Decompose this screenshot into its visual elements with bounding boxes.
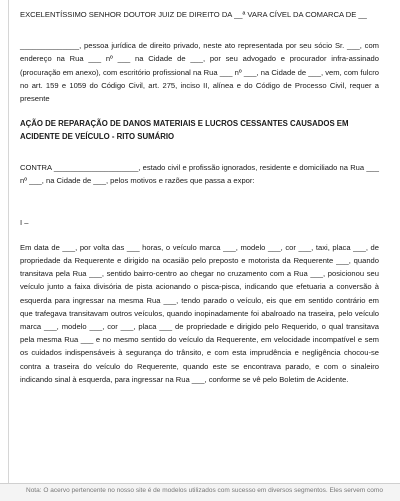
- court-address-header: EXCELENTÍSSIMO SENHOR DOUTOR JUIZ DE DIREITO DA __ª VARA CÍVEL DA COMARCA DE __: [20, 10, 367, 19]
- defendant-paragraph: CONTRA ____________________, estado civil e profissão ignorados, residente e domiciliado na Rua ___ nº ___, na Cidade de ___, pelos motivos e razões que passa a expor:: [20, 163, 379, 186]
- section-heading: I –: [20, 217, 29, 227]
- facts-paragraph: Em data de ___, por volta das ___ horas, o veículo marca ___, modelo ___, cor ___, taxi, placa ___, de propriedade da Requerente e dirigido na ocasião pelo preposto e motorista da Requerente ___, quando transitava pela Rua ___, sentido bairro-centro ao chegar no cruzamento com a Rua ___, posicionou seu veículo junto a faixa divisória de pista acionando o pisca-pisca, indicando que efetuaria a conversão à esquerda para ingressar na mesma Rua ___, tendo parado o veículo, eis que em sentido contrário em que trafegava transitavam outros veículos, quando inopinadamente foi abalroado na traseira, pelo veículo marca ___, modelo ___, cor ___, placa ___ de propriedade e dirigido pelo Requerido, o qual transitava pela mesma Rua ___ e no mesmo sentido do veículo da Requerente, em velocidade incompatível e sem os cuidados indispensáveis à segurança do trânsito, e com esta imprudência e negligência chocou-se contra a traseira do veículo do Requerente, quando este se encontrava parado, e com o sinaleiro indicando sinal à esquerda, para ingressar na Rua ___, conforme se vê pelo Boletim de Acidente.: [20, 242, 379, 384]
- text-cursor-bar: [8, 0, 9, 484]
- action-title: AÇÃO DE REPARAÇÃO DE DANOS MATERIAIS E LUCROS CESSANTES CAUSADOS EM ACIDENTE DE VEÍCULO - RITO SUMÁRIO: [20, 119, 349, 142]
- document-body: [20, 8, 379, 386]
- footer-note: Nota: O acervo pertencente no nosso site é de modelos utilizados com sucesso em diversos segmentos. Eles servem como: [26, 487, 383, 494]
- petitioner-intro-paragraph: ______________, pessoa jurídica de direito privado, neste ato representada por seu sócio Sr. ___, com endereço na Rua ___ nº ___ na Cidade de ___, por seu advogado e procurador infra-assinado (procuração em anexo), com escritório profissional na Rua ___ nº ___, na Cidade de ___, vem, com fulcro no art. 159 e 1059 do Código Civil, art. 275, inciso II, alínea e do Código de Processo Civil, requer a presente: [20, 41, 379, 104]
